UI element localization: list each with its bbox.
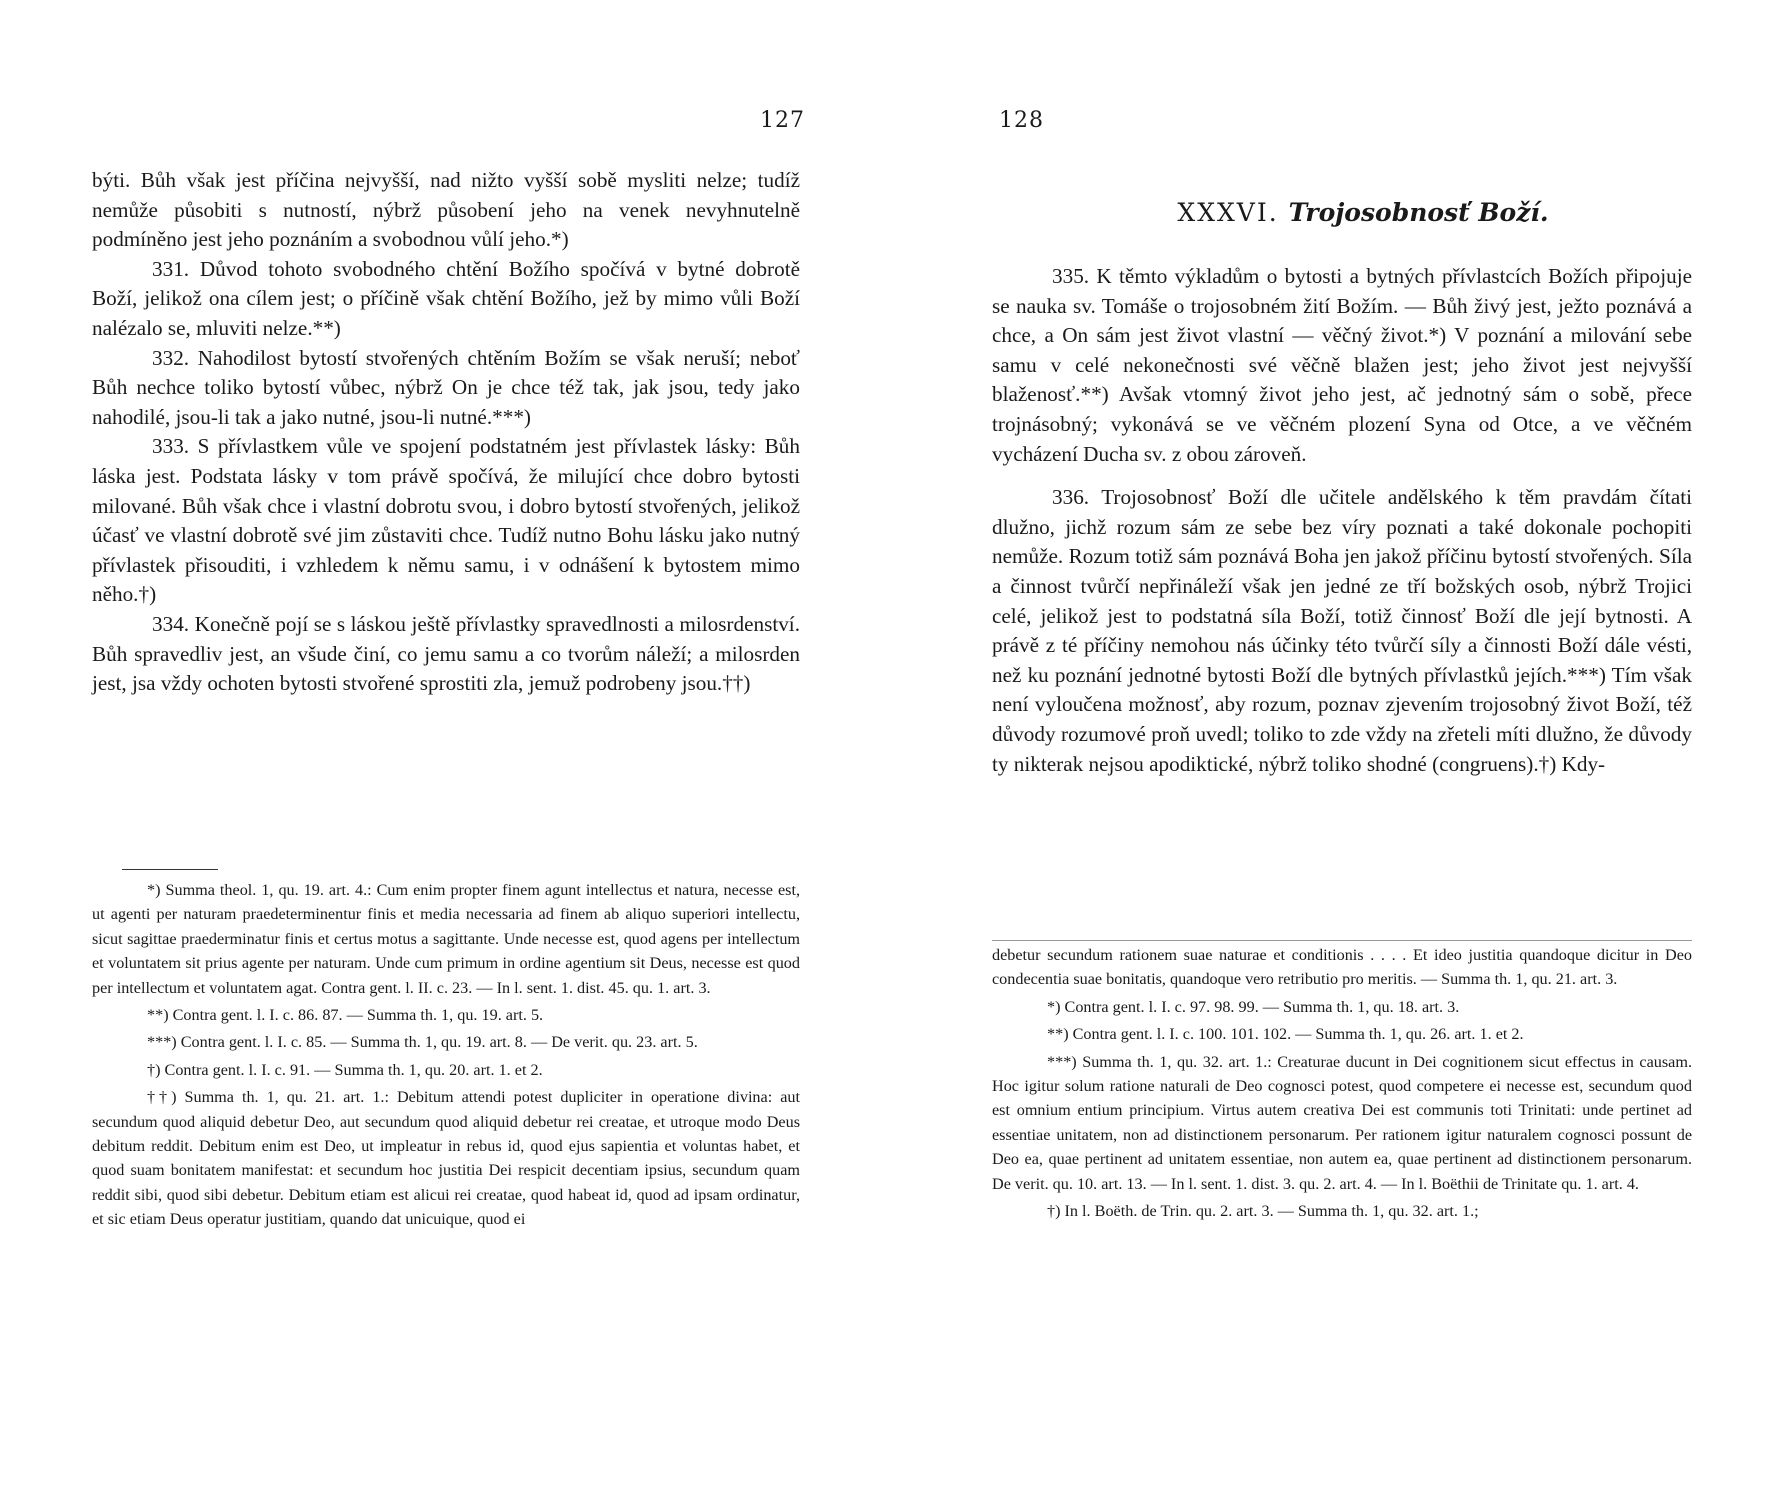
footnote: ***) Summa th. 1, qu. 32. art. 1.: Creaturae ducunt in Dei cognitionem sicut effectus in causam. Hoc igitur solum ratione naturali de Deo cognosci potest, quod competere ei necesse est, secundum quod est omnium entium principium. Virtus autem creativa Dei est communis toti Trinitati: unde pertinet ad essentiae unitatem, non ad distinctionem personarum. Per rationem igitur naturalem cognosci possunt de Deo ea, quae pertinent ad unitatem essentiae, non autem ea, quae pertinent ad distinctionem personarum. De verit. qu. 10. art. 13. — In l. sent. 1. dist. 3. qu. 2. art. 4. — In l. Boëthii de Trinitate qu. 1. art. 4.	[992, 1052, 1692, 1193]
main-text	[92, 166, 800, 699]
paragraph-336: 336. Trojosobnosť Boží dle učitele andělského k těm pravdám čítati dlužno, jichž rozum sám ze sebe bez víry poznati a také dokonale pochopiti nemůže. Rozum totiž sám poznává Boha jen jakož příčinu bytostí stvořených. Síla a činnost tvůrčí nepřináleží však jen jedné ze tří božských osob, nýbrž Trojici celé, jelikož jest to podstatná síla Boží, totiž činnosť Boží dle její bytnosti. A právě z té příčiny nemohou nás účinky této tvůrčí síly a činnosti Boží dále vésti, než ku poznání jednotné bytosti Boží dle bytných přívlastků jejích.***) Tím však není vyloučena možnosť, aby rozum, poznav zjevením trojosobný život Boží, též důvody rozumové proň uvedl; toliko to zde vždy na zřeteli míti dlužno, že důvody ty nikterak nejsou apodiktické, nýbrž toliko shodné (congruens).†) Kdy-	[992, 485, 1692, 776]
footnote: **) Contra gent. l. I. c. 100. 101. 102. — Summa th. 1, qu. 26. art. 1. et 2.	[1047, 1025, 1524, 1044]
page-number: 128	[999, 108, 1044, 133]
footnotes	[992, 940, 1692, 1226]
main-text	[992, 262, 1692, 779]
paragraph-334: 334. Konečně pojí se s láskou ještě přívlastky spravedlnosti a milosrdenství. Bůh spravedliv jest, an všude činí, co jemu samu a co tvorům náleží; a milosrden jest, jsa vždy ochoten bytosti stvořené sprostiti zla, jemuž podrobeny jsou.††)	[92, 611, 800, 696]
footnote: †) Contra gent. l. I. c. 91. — Summa th. 1, qu. 20. art. 1. et 2.	[147, 1060, 543, 1079]
footnote-divider	[122, 869, 218, 870]
footnote-continuation: debetur secundum rationem suae naturae et conditionis . . . . Et ideo justitia quandoque dicitur in Deo condecentia suae bonitatis, quandoque vero retributio pro meritis. — Summa th. 1, qu. 21. art. 3.	[992, 940, 1692, 992]
footnote: †) In l. Boëth. de Trin. qu. 2. art. 3. — Summa th. 1, qu. 32. art. 1.;	[1047, 1202, 1479, 1221]
paragraph-331: 331. Důvod tohoto svobodného chtění Božího spočívá v bytné dobrotě Boží, jelikož ona cílem jest; o příčině však chtění Božího, jež by mimo vůli Boží nalézalo se, mluviti nelze.**)	[92, 256, 800, 340]
footnote: ***) Contra gent. l. I. c. 85. — Summa th. 1, qu. 19. art. 8. — De verit. qu. 23. art. 5.	[147, 1033, 698, 1052]
paragraph-333: 333. S přívlastkem vůle ve spojení podstatném jest přívlastek lásky: Bůh láska jest. Podstata lásky v tom právě spočívá, že milující chce dobro bytosti milované. Bůh však chce i vlastní dobrotu svou, i dobro bytostí stvořených, jelikož účasť ve vlastní dobrotě své jim zůstaviti chce. Tudíž nutno Bohu lásku jako nutný přívlastek přisouditi, i vzhledem k němu samu, i v odnášení k bytostem mimo něho.†)	[92, 434, 800, 607]
paragraph-335: 335. K těmto výkladům o bytosti a bytných přívlastcích Božích připojuje se nauka sv. Tomáše o trojosobném žití Božím. — Bůh živý jest, ježto poznává a chce, a On sám jest život vlastní — věčný život.*) V poznání a milování sebe samu v celé nekonečnosti své věčně blažen jest; jeho život jest nejvyšší blaženosť.**) Avšak vtomný život jeho jest, ač jednotný sám o sobě, přece trojnásobný; vykonává se ve věčném plození Syna od Otce, a ve věčném vycházení Ducha sv. z obou zároveň.	[992, 264, 1692, 466]
paragraph-continuation: býti. Bůh však jest příčina nejvyšší, nad nižto vyšší sobě mysliti nelze; tudíž nemůže působiti s nutností, nýbrž působení jeho na venek nevyhnutelně podmíněno jest jeho poznáním a svobodnou vůlí jeho.*)	[92, 168, 800, 252]
footnote: **) Contra gent. l. I. c. 86. 87. — Summa th. 1, qu. 19. art. 5.	[147, 1006, 544, 1025]
footnote: *) Contra gent. l. I. c. 97. 98. 99. — Summa th. 1, qu. 18. art. 3.	[1047, 997, 1460, 1016]
footnote: *) Summa theol. 1, qu. 19. art. 4.: Cum enim propter finem agunt intellectus et natura, necesse est, ut agenti per naturam praedeterminentur finis et media necessaria ad finem ab aliquo superiori intellectu, sicut sagittae praederminatur finis et certus motus a sagittante. Unde necesse est, quod agens per intellectum et voluntatem sit prius agente per naturam. Unde cum primum in ordine agentium sit Deus, necesse est quod per intellectum et voluntatem agat. Contra gent. l. II. c. 23. — In l. sent. 1. dist. 45. qu. 1. art. 3.	[92, 881, 800, 997]
paragraph-332: 332. Nahodilost bytostí stvořených chtěním Božím se však neruší; neboť Bůh nechce toliko bytostí vůbec, nýbrž On je chce též tak, jak jsou, tedy jako nahodilé, jsou-li tak a jako nutné, jsou-li nutné.***)	[92, 345, 800, 429]
right-page	[893, 0, 1786, 1500]
chapter-number: XXXVI.	[1177, 198, 1279, 227]
chapter-title: Trojosobnosť Boží.	[1288, 198, 1549, 227]
chapter-heading	[1053, 198, 1673, 227]
footnote: ††) Summa th. 1, qu. 21. art. 1.: Debitum attendi potest dupliciter in operatione divina: aut secundum quod aliquid debetur Deo, aut secundum quod aliquid debetur rei creatae, et utroque modo Deus debitum reddit. Debitum enim est Deo, ut impleatur in rebus id, quod ejus sapientia et voluntas habet, et quod suam bonitatem manifestat: et secundum hoc justitia Dei respicit decentiam ipsius, secundum quam reddit sibi, quod sibi debetur. Debitum etiam est alicui rei creatae, quod habeat id, quod ad ipsam ordinatur, et sic etiam Deus operatur justitiam, quando dat unicuique, quod ei	[92, 1088, 800, 1229]
page-number: 127	[760, 108, 805, 133]
footnotes	[92, 878, 800, 1235]
